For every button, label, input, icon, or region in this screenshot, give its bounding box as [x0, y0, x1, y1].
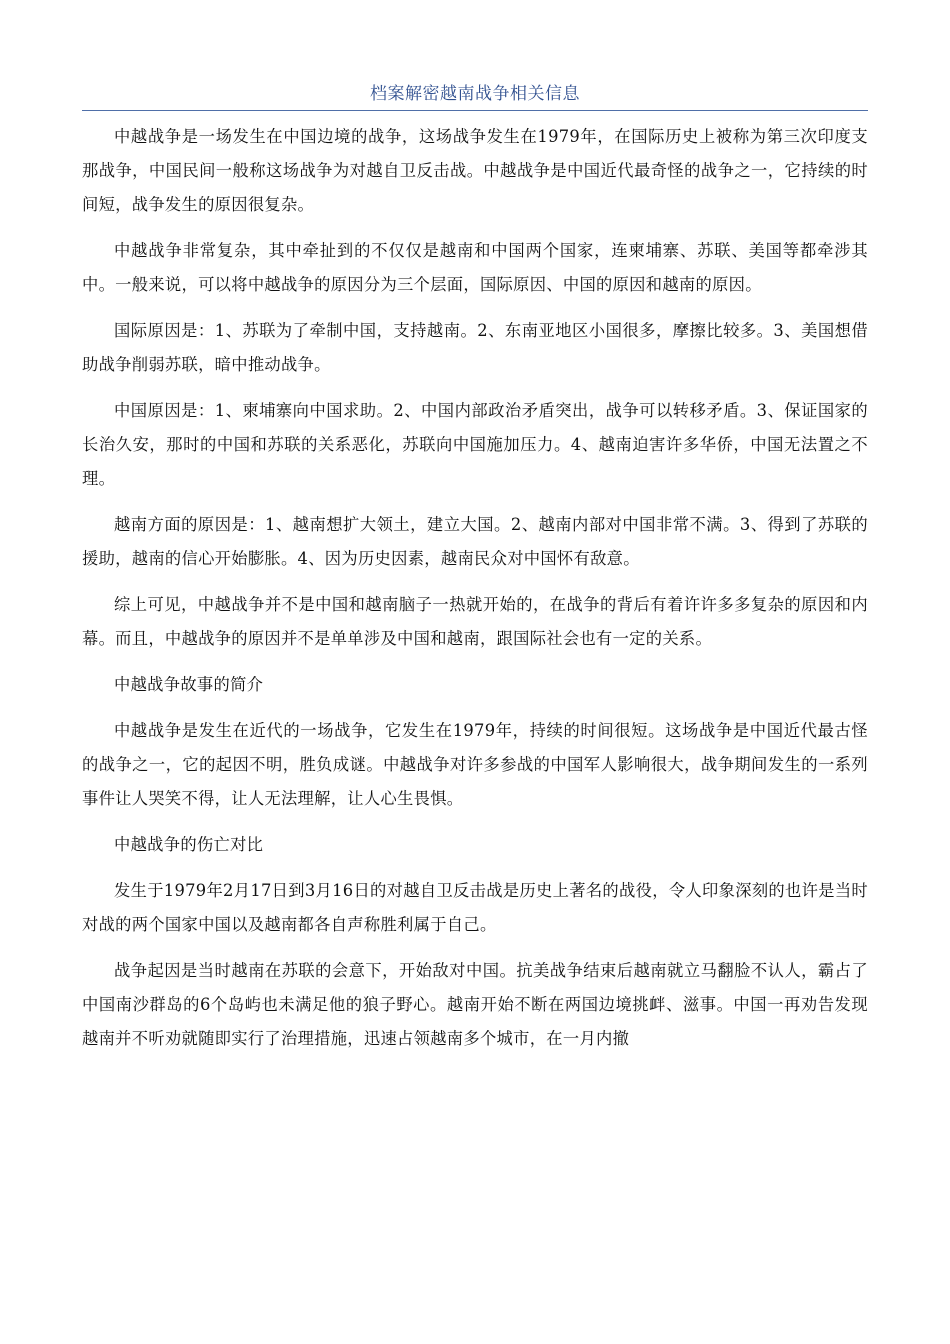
- document-header: [82, 80, 868, 111]
- paragraph-intro: 中越战争是一场发生在中国边境的战争，这场战争发生在1979年，在国际历史上被称为第三次印度支那战争，中国民间一般称这场战争为对越自卫反击战。中越战争是中国近代最奇怪的战争之一，它持续的时间短，战争发生的原因很复杂。: [82, 127, 868, 214]
- paragraph-complexity: 中越战争非常复杂，其中牵扯到的不仅仅是越南和中国两个国家，连柬埔寨、苏联、美国等都牵涉其中。一般来说，可以将中越战争的原因分为三个层面，国际原因、中国的原因和越南的原因。: [82, 241, 868, 294]
- paragraph-international-causes: 国际原因是：1、苏联为了牵制中国，支持越南。2、东南亚地区小国很多，摩擦比较多。3、美国想借助战争削弱苏联，暗中推动战争。: [82, 321, 868, 374]
- section-heading-casualties: 中越战争的伤亡对比: [114, 835, 264, 854]
- paragraph-summary: 综上可见，中越战争并不是中国和越南脑子一热就开始的，在战争的背后有着许许多多复杂的原因和内幕。而且，中越战争的原因并不是单单涉及中国和越南，跟国际社会也有一定的关系。: [82, 595, 868, 648]
- paragraph-china-causes: 中国原因是：1、柬埔寨向中国求助。2、中国内部政治矛盾突出，战争可以转移矛盾。3、保证国家的长治久安，那时的中国和苏联的关系恶化，苏联向中国施加压力。4、越南迫害许多华侨，中国无法置之不理。: [82, 401, 868, 488]
- document-title: 档案解密越南战争相关信息: [370, 84, 580, 104]
- document-body: [82, 120, 868, 1068]
- paragraph-story: 中越战争是发生在近代的一场战争，它发生在1979年，持续的时间很短。这场战争是中国近代最古怪的战争之一，它的起因不明，胜负成谜。中越战争对许多参战的中国军人影响很大，战争期间发生的一系列事件让人哭笑不得，让人无法理解，让人心生畏惧。: [82, 721, 868, 808]
- section-heading-story: 中越战争故事的简介: [114, 675, 264, 694]
- paragraph-vietnam-causes: 越南方面的原因是：1、越南想扩大领土，建立大国。2、越南内部对中国非常不满。3、得到了苏联的援助，越南的信心开始膨胀。4、因为历史因素，越南民众对中国怀有敌意。: [82, 515, 868, 568]
- paragraph-war-origin: 战争起因是当时越南在苏联的会意下，开始敌对中国。抗美战争结束后越南就立马翻脸不认人，霸占了中国南沙群岛的6个岛屿也未满足他的狼子野心。越南开始不断在两国边境挑衅、滋事。中国一再劝告发现越南并不听劝就随即实行了治理措施，迅速占领越南多个城市，在一月内撤: [82, 961, 868, 1048]
- paragraph-casualties: 发生于1979年2月17日到3月16日的对越自卫反击战是历史上著名的战役，令人印象深刻的也许是当时对战的两个国家中国以及越南都各自声称胜利属于自己。: [82, 881, 868, 934]
